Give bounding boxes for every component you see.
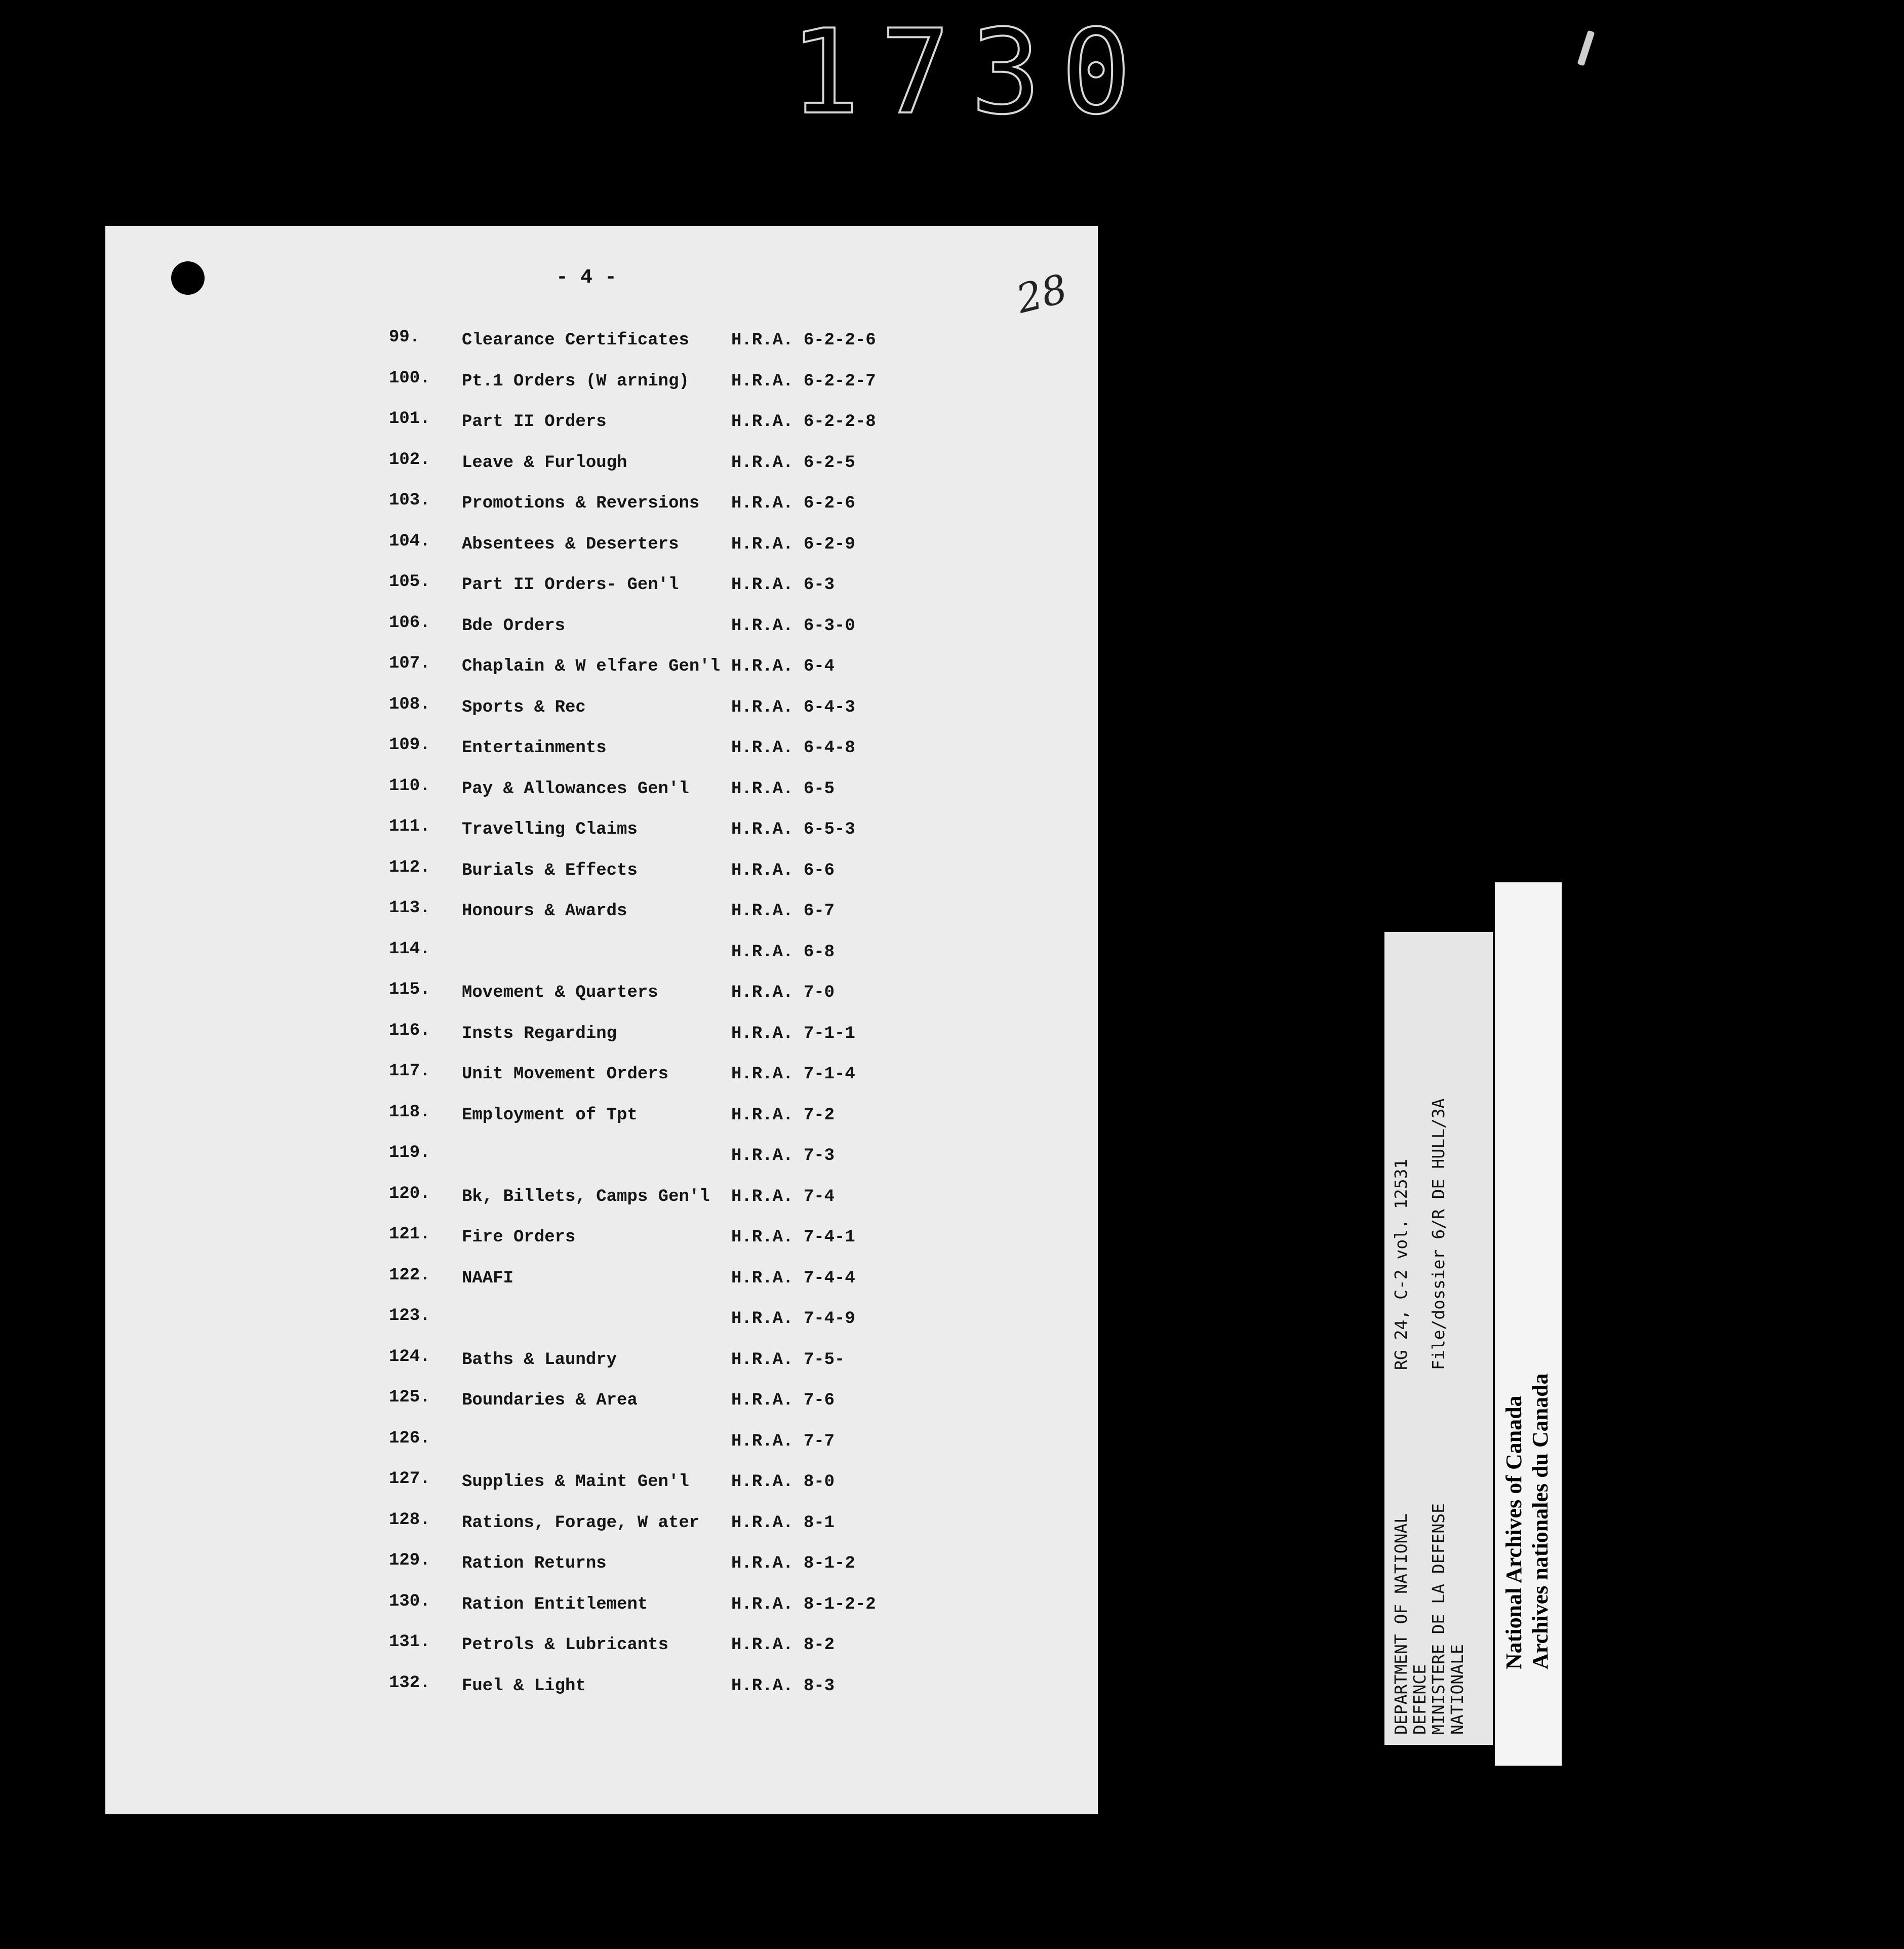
entry-subject: Pay & Allowances Gen'l	[462, 779, 689, 799]
national-archives-stamp	[1495, 882, 1562, 1766]
entry-subject: Promotions & Reversions	[462, 494, 700, 513]
ref-line-2: File/dossier 6/R DE HULL/3A	[1429, 1098, 1448, 1370]
entry-number: 121.	[389, 1225, 430, 1244]
file-index-row	[105, 1632, 1098, 1673]
file-index-row	[105, 1224, 1098, 1265]
entry-number: 111.	[389, 817, 430, 836]
entry-number: 113.	[389, 899, 430, 918]
file-index-row	[105, 898, 1098, 939]
entry-number: 116.	[389, 1021, 430, 1040]
archive-reference-label	[1384, 932, 1493, 1745]
entry-number: 129.	[389, 1551, 430, 1570]
entry-number: 112.	[389, 857, 430, 877]
entry-number: 131.	[389, 1632, 430, 1652]
file-index-row	[105, 1143, 1098, 1184]
entry-number: 118.	[389, 1102, 430, 1122]
entry-file-code: H.R.A. 7-6	[731, 1391, 835, 1410]
entry-subject: Sports & Rec	[462, 697, 586, 717]
file-index-row	[105, 572, 1098, 613]
dept-line-1: DEPARTMENT OF NATIONAL	[1391, 1513, 1411, 1735]
entry-subject: Honours & Awards	[462, 902, 627, 921]
entry-file-code: H.R.A. 6-2-5	[731, 453, 855, 473]
entry-subject: Employment of Tpt	[462, 1105, 638, 1125]
entry-file-code: H.R.A. 6-2-2-7	[731, 371, 876, 391]
entry-number: 130.	[389, 1591, 430, 1611]
entry-subject: NAAFI	[462, 1268, 514, 1288]
entry-file-code: H.R.A. 8-0	[731, 1472, 835, 1492]
entry-subject: Pt.1 Orders (W arning)	[462, 371, 689, 391]
entry-subject: Leave & Furlough	[462, 453, 627, 473]
document-page	[105, 226, 1098, 1814]
entry-number: 127.	[389, 1469, 430, 1489]
entry-number: 126.	[389, 1428, 430, 1448]
file-index-row	[105, 1428, 1098, 1469]
entry-file-code: H.R.A. 8-1-2	[731, 1554, 855, 1573]
file-index-row	[105, 531, 1098, 572]
file-index-row	[105, 1265, 1098, 1306]
file-index-row	[105, 450, 1098, 491]
entry-subject: Bde Orders	[462, 616, 566, 636]
entry-subject: Part II Orders- Gen'l	[462, 575, 679, 595]
entry-subject: Entertainments	[462, 738, 607, 758]
entry-number: 109.	[389, 735, 430, 755]
ref-line-1: RG 24, C-2 vol. 12531	[1391, 1158, 1411, 1370]
dept-line-4: NATIONALE	[1447, 1644, 1467, 1735]
entry-number: 108.	[389, 694, 430, 714]
entry-subject: Bk, Billets, Camps Gen'l	[462, 1187, 710, 1206]
entry-subject: Chaplain & W elfare Gen'l	[462, 657, 721, 676]
file-index-list	[105, 327, 1098, 1713]
archives-name-fr: Archives nationales du Canada	[1528, 1373, 1553, 1669]
entry-file-code: H.R.A. 6-3	[731, 575, 835, 595]
entry-file-code: H.R.A. 6-4	[731, 657, 835, 676]
file-index-row	[105, 368, 1098, 409]
tick-mark	[1577, 30, 1595, 66]
entry-file-code: H.R.A. 8-1-2-2	[731, 1594, 876, 1614]
entry-file-code: H.R.A. 6-7	[731, 902, 835, 921]
entry-number: 128.	[389, 1510, 430, 1530]
entry-subject: Boundaries & Area	[462, 1391, 638, 1410]
entry-number: 106.	[389, 613, 430, 633]
entry-file-code: H.R.A. 7-1-4	[731, 1065, 855, 1084]
entry-subject: Ration Returns	[462, 1554, 607, 1573]
file-index-row	[105, 980, 1098, 1021]
entry-subject: Fuel & Light	[462, 1676, 586, 1696]
file-index-row	[105, 1347, 1098, 1388]
file-index-row	[105, 1184, 1098, 1225]
entry-file-code: H.R.A. 6-5-3	[731, 820, 855, 839]
entry-file-code: H.R.A. 7-5-	[731, 1350, 845, 1370]
file-index-row	[105, 327, 1098, 368]
file-index-row	[105, 1673, 1098, 1714]
file-index-row	[105, 409, 1098, 450]
entry-number: 101.	[389, 409, 430, 428]
entry-file-code: H.R.A. 6-2-9	[731, 534, 855, 554]
entry-number: 110.	[389, 776, 430, 796]
entry-file-code: H.R.A. 7-4-1	[731, 1228, 855, 1247]
file-index-row	[105, 694, 1098, 735]
entry-file-code: H.R.A. 7-4-4	[731, 1268, 855, 1288]
entry-number: 104.	[389, 531, 430, 551]
entry-file-code: H.R.A. 6-3-0	[731, 616, 855, 636]
file-index-row	[105, 1550, 1098, 1591]
file-index-row	[105, 653, 1098, 694]
file-index-row	[105, 613, 1098, 654]
handwritten-folio: 28	[1012, 266, 1072, 323]
entry-file-code: H.R.A. 6-6	[731, 861, 835, 880]
entry-number: 105.	[389, 572, 430, 592]
file-index-row	[105, 735, 1098, 776]
file-index-row	[105, 490, 1098, 531]
entry-number: 114.	[389, 939, 430, 959]
entry-file-code: H.R.A. 7-4	[731, 1187, 835, 1206]
dept-line-2: DEFENCE	[1410, 1664, 1430, 1735]
entry-number: 123.	[389, 1306, 430, 1326]
entry-subject: Baths & Laundry	[462, 1350, 617, 1370]
file-index-row	[105, 1387, 1098, 1428]
entry-file-code: H.R.A. 7-7	[731, 1431, 835, 1451]
archives-name-en: National Archives of Canada	[1501, 1395, 1526, 1669]
entry-file-code: H.R.A. 6-2-6	[731, 494, 855, 513]
entry-subject: Rations, Forage, W ater	[462, 1513, 700, 1533]
entry-file-code: H.R.A. 7-1-1	[731, 1024, 855, 1043]
entry-number: 124.	[389, 1347, 430, 1367]
entry-subject: Supplies & Maint Gen'l	[462, 1472, 689, 1492]
entry-number: 99.	[389, 328, 420, 347]
dept-line-3: MINISTERE DE LA DEFENSE	[1429, 1503, 1448, 1735]
entry-subject: Clearance Certificates	[462, 331, 689, 350]
entry-number: 102.	[389, 450, 430, 470]
entry-file-code: H.R.A. 6-2-2-6	[731, 331, 876, 350]
entry-number: 117.	[389, 1062, 430, 1081]
file-index-row	[105, 1469, 1098, 1510]
entry-file-code: H.R.A. 7-2	[731, 1105, 835, 1125]
file-index-row	[105, 1102, 1098, 1143]
file-index-row	[105, 857, 1098, 899]
entry-file-code: H.R.A. 6-5	[731, 779, 835, 799]
entry-file-code: H.R.A. 8-1	[731, 1513, 835, 1533]
file-index-row	[105, 1306, 1098, 1347]
punch-hole	[171, 261, 205, 295]
file-index-row	[105, 1061, 1098, 1102]
page-number: - 4 -	[556, 266, 617, 289]
entry-number: 120.	[389, 1184, 430, 1203]
entry-number: 122.	[389, 1265, 430, 1285]
entry-subject: Unit Movement Orders	[462, 1065, 669, 1084]
entry-subject: Absentees & Deserters	[462, 534, 679, 554]
entry-number: 107.	[389, 654, 430, 673]
frame-number: 1730	[790, 5, 1152, 140]
entry-file-code: H.R.A. 6-8	[731, 942, 835, 962]
file-index-row	[105, 1591, 1098, 1632]
entry-file-code: H.R.A. 8-2	[731, 1635, 835, 1655]
entry-subject: Travelling Claims	[462, 820, 638, 839]
entry-file-code: H.R.A. 7-3	[731, 1146, 835, 1165]
entry-number: 125.	[389, 1388, 430, 1407]
entry-number: 119.	[389, 1143, 430, 1162]
entry-subject: Fire Orders	[462, 1228, 576, 1247]
entry-number: 132.	[389, 1673, 430, 1693]
entry-number: 100.	[389, 368, 430, 388]
entry-subject: Petrols & Lubricants	[462, 1635, 669, 1655]
file-index-row	[105, 1021, 1098, 1062]
entry-file-code: H.R.A. 6-4-8	[731, 738, 855, 758]
entry-subject: Part II Orders	[462, 412, 607, 432]
entry-file-code: H.R.A. 6-2-2-8	[731, 412, 876, 432]
file-index-row	[105, 1510, 1098, 1551]
entry-subject: Burials & Effects	[462, 861, 638, 880]
file-index-row	[105, 776, 1098, 817]
entry-file-code: H.R.A. 8-3	[731, 1676, 835, 1696]
entry-file-code: H.R.A. 7-4-9	[731, 1309, 855, 1329]
file-index-row	[105, 816, 1098, 857]
entry-subject: Ration Entitlement	[462, 1594, 648, 1614]
entry-file-code: H.R.A. 6-4-3	[731, 697, 855, 717]
entry-subject: Movement & Quarters	[462, 983, 658, 1002]
entry-subject: Insts Regarding	[462, 1024, 617, 1043]
entry-number: 103.	[389, 491, 430, 510]
entry-file-code: H.R.A. 7-0	[731, 983, 835, 1002]
file-index-row	[105, 939, 1098, 980]
entry-number: 115.	[389, 980, 430, 999]
